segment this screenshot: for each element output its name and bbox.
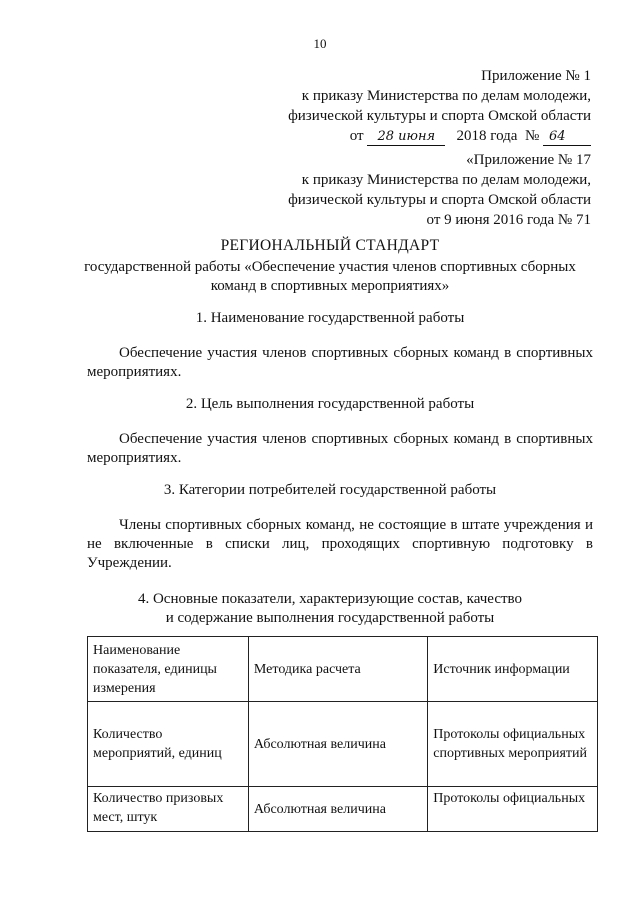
appendix-1-date-line <box>288 126 591 146</box>
year-text: 2018 года <box>456 128 518 144</box>
indicators-table <box>87 636 598 832</box>
appendix-17-line1: «Приложение № 17 <box>466 152 591 168</box>
appendix-17-line4: от 9 июня 2016 года № 71 <box>426 212 591 228</box>
table-cell: Протоколы официальных <box>428 787 598 832</box>
section-4-heading-line1: 4. Основные показатели, характеризующие состав, качество <box>137 591 523 607</box>
section-3-heading: 3. Категории потребителей государственной работы <box>163 482 497 498</box>
date-prefix: от <box>349 128 364 144</box>
appendix-1-block <box>288 66 591 146</box>
number-prefix: № <box>524 128 540 144</box>
handwritten-number: 64 <box>543 129 591 146</box>
section-1-heading: 1. Наименование государственной работы <box>195 310 465 326</box>
appendix-1-line2: к приказу Министерства по делам молодежи, <box>301 88 591 104</box>
section-1-text: Обеспечение участия членов спортивных сборных команд в спортивных мероприятиях. <box>87 345 593 380</box>
section-3-text: Члены спортивных сборных команд, не состоящие в штате учреждения и не включенные в списки лиц, проходящих спортивную подготовку в Учреждении. <box>87 517 593 571</box>
table-cell: Количество мероприятий, единиц <box>88 702 249 787</box>
table-cell: Абсолютная величина <box>248 702 427 787</box>
section-4-heading <box>60 590 600 628</box>
table-row <box>88 787 598 832</box>
section-2-heading: 2. Цель выполнения государственной работы <box>185 396 475 412</box>
appendix-1-line1: Приложение № 1 <box>481 68 591 84</box>
table-cell: Количество призовых мест, штук <box>88 787 249 832</box>
section-2-text: Обеспечение участия членов спортивных сборных команд в спортивных мероприятиях. <box>87 431 593 466</box>
standard-subtitle: государственной работы «Обеспечение участия членов спортивных сборных команд в спортивных мероприятиях» <box>84 259 576 294</box>
table-header-cell: Источник информации <box>428 637 598 702</box>
table-cell: Протоколы официальных спортивных мероприятий <box>428 702 598 787</box>
section-4-heading-line2: и содержание выполнения государственной работы <box>165 610 495 626</box>
standard-title: РЕГИОНАЛЬНЫЙ СТАНДАРТ <box>220 237 440 254</box>
table-header-cell: Методика расчета <box>248 637 427 702</box>
table-header-cell: Наименование показателя, единицы измерения <box>88 637 249 702</box>
table-row <box>88 702 598 787</box>
appendix-17-line2: к приказу Министерства по делам молодежи, <box>301 172 591 188</box>
appendix-1-line3: физической культуры и спорта Омской области <box>288 108 591 124</box>
table-header-row <box>88 637 598 702</box>
table-cell: Абсолютная величина <box>248 787 427 832</box>
handwritten-date: 28 июня <box>367 129 445 146</box>
appendix-17-block <box>288 150 591 230</box>
page-number: 10 <box>313 36 327 51</box>
appendix-17-line3: физической культуры и спорта Омской области <box>288 192 591 208</box>
